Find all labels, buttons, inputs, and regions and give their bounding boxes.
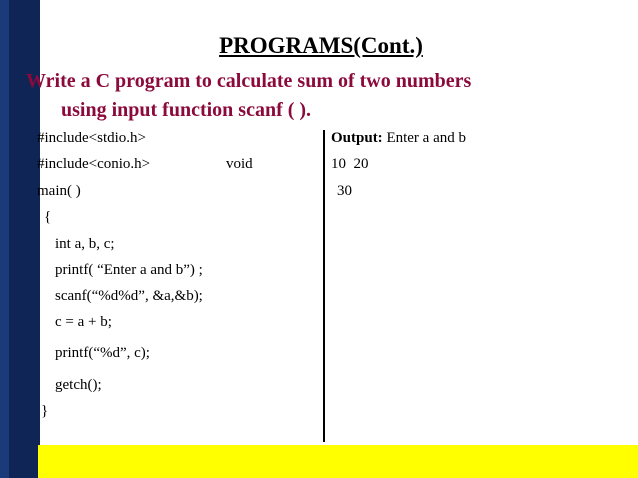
output-header [331, 129, 466, 147]
code-line-sum: c = a + b; [55, 314, 112, 330]
code-line-printf-result: printf(“%d”, c); [55, 345, 150, 361]
code-line-scanf: scanf(“%d%d”, &a,&b); [55, 288, 203, 304]
code-line-main: main( ) [37, 183, 81, 199]
bottom-yellow-band [38, 445, 638, 478]
code-line-close-brace: } [41, 403, 49, 419]
code-line-printf-prompt: printf( “Enter a and b”) ; [55, 262, 203, 278]
left-accent-stripe [0, 0, 9, 478]
output-prompt: Enter a and b [382, 130, 466, 146]
output-result: 30 [337, 183, 352, 199]
output-input-values: 10 20 [331, 156, 369, 172]
column-divider [323, 130, 325, 442]
code-line-declare: int a, b, c; [55, 236, 115, 252]
output-label: Output: [331, 130, 383, 146]
code-line-include-conio: #include<conio.h> [37, 156, 151, 172]
code-line-getch: getch(); [55, 377, 102, 393]
code-line-include-stdio: #include<stdio.h> [37, 130, 146, 146]
slide-title: PROGRAMS(Cont.) [219, 33, 423, 58]
heading-line-1: Write a C program to calculate sum of two numbers [26, 70, 472, 92]
code-line-void: void [226, 156, 253, 172]
heading-line-2: using input function scanf ( ). [61, 99, 312, 121]
slide-heading [26, 67, 586, 125]
code-line-open-brace: { [44, 209, 52, 225]
